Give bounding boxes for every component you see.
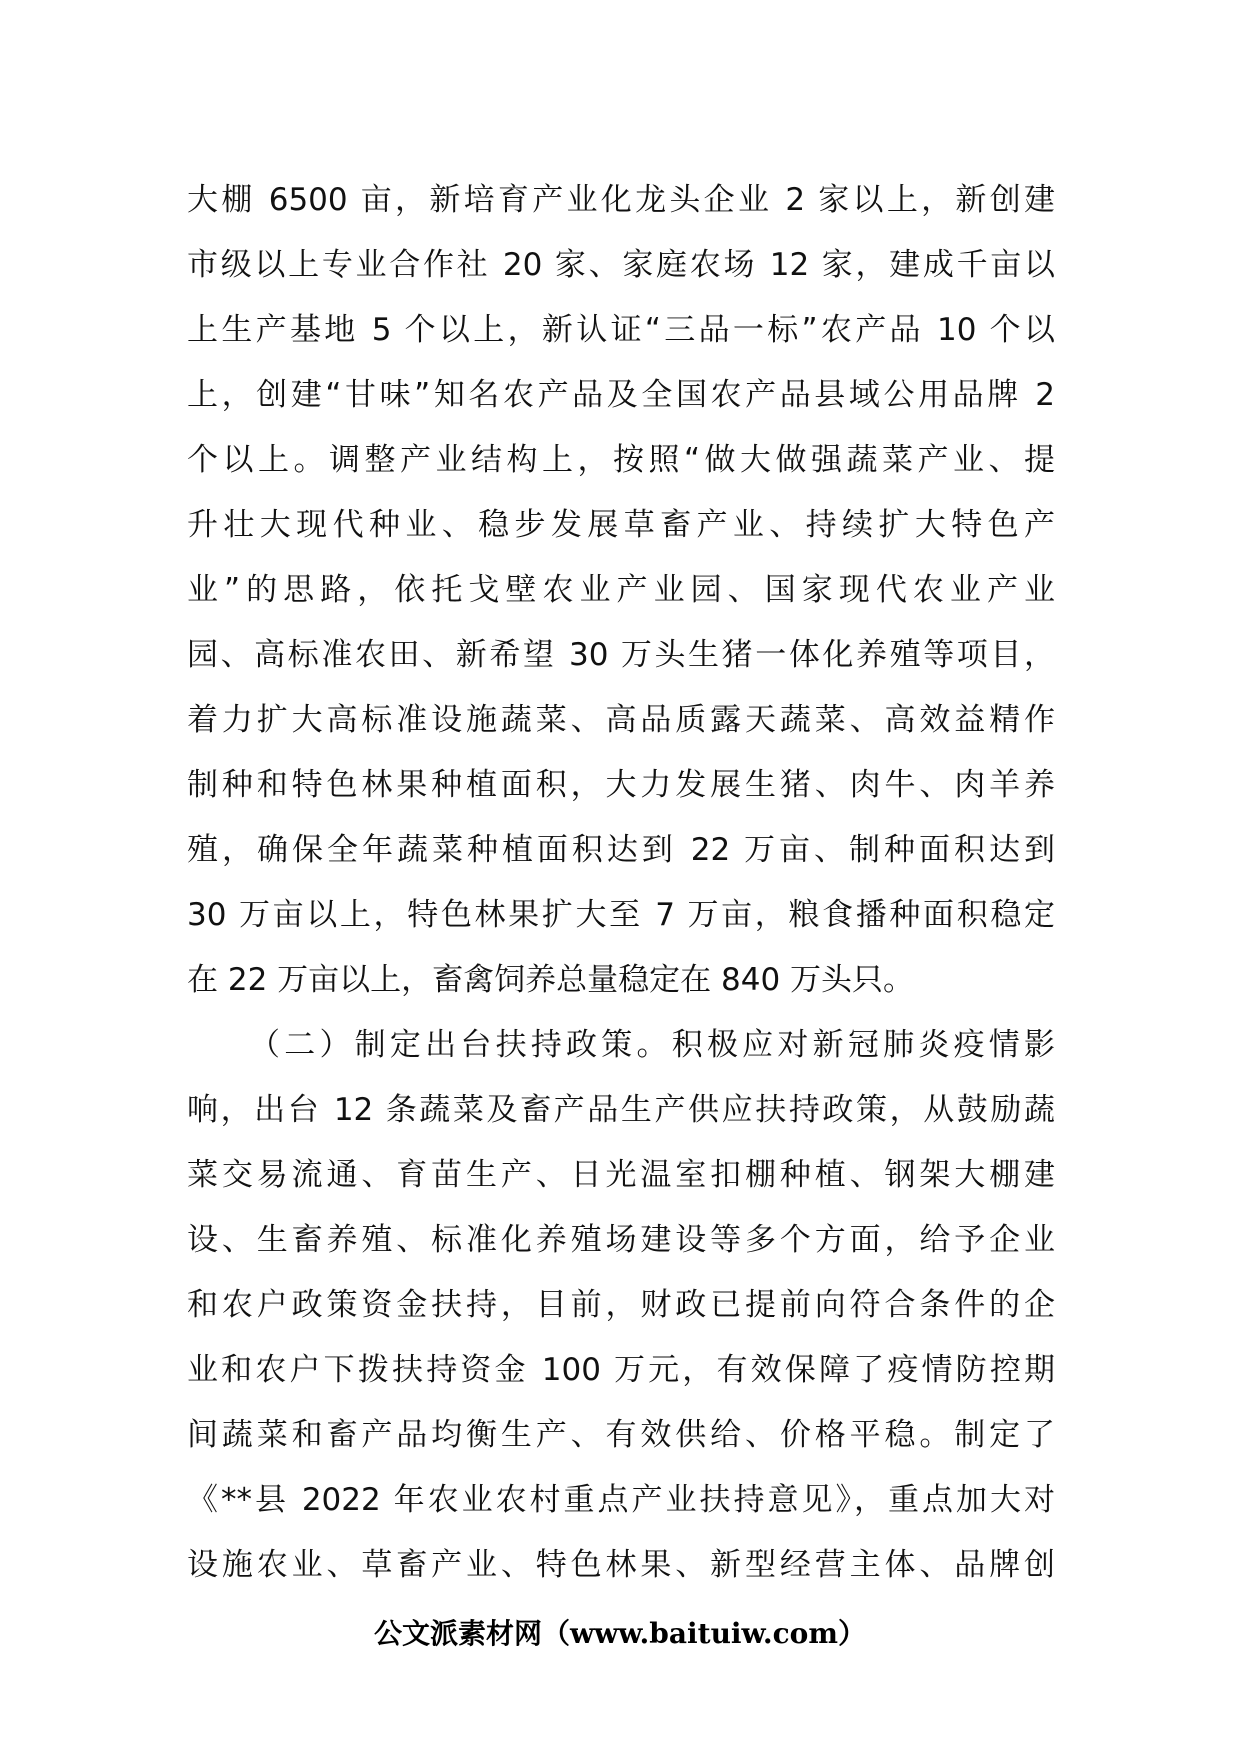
text-line: 个以上。调整产业结构上，按照“做大做强蔬菜产业、提 — [187, 442, 1055, 478]
paragraph-2 — [187, 1013, 1055, 1598]
text-line: 市级以上专业合作社 20 家、家庭农场 12 家，建成千亩以 — [187, 247, 1055, 283]
text-line: 响，出台 12 条蔬菜及畜产品生产供应扶持政策，从鼓励蔬 — [187, 1092, 1055, 1128]
text-line: 和农户政策资金扶持，目前，财政已提前向符合条件的企 — [187, 1287, 1055, 1323]
text-line: 设、生畜养殖、标准化养殖场建设等多个方面，给予企业 — [187, 1222, 1055, 1258]
text-line: 在 22 万亩以上，畜禽饲养总量稳定在 840 万头只。 — [187, 962, 915, 998]
text-line: 园、高标准农田、新希望 30 万头生猪一体化养殖等项目， — [187, 637, 1055, 673]
text-line: （二）制定出台扶持政策。积极应对新冠肺炎疫情影 — [249, 1027, 1055, 1063]
text-line: 菜交易流通、育苗生产、日光温室扣棚种植、钢架大棚建 — [187, 1157, 1055, 1193]
text-line: 30 万亩以上，特色林果扩大至 7 万亩，粮食播种面积稳定 — [187, 897, 1055, 933]
text-line: 殖，确保全年蔬菜种植面积达到 22 万亩、制种面积达到 — [187, 832, 1055, 868]
text-line: 升壮大现代种业、稳步发展草畜产业、持续扩大特色产 — [187, 507, 1055, 543]
text-line: 设施农业、草畜产业、特色林果、新型经营主体、品牌创 — [187, 1547, 1055, 1583]
paragraph-1 — [187, 168, 1055, 1013]
footer-source: 公文派素材网（www.baituiw.com） — [374, 1617, 866, 1650]
text-line: 大棚 6500 亩，新培育产业化龙头企业 2 家以上，新创建 — [187, 182, 1055, 218]
text-line: 业和农户下拨扶持资金 100 万元，有效保障了疫情防控期 — [187, 1352, 1055, 1388]
text-line: 上生产基地 5 个以上，新认证“三品一标”农产品 10 个以 — [187, 312, 1055, 348]
text-line: 制种和特色林果种植面积，大力发展生猪、肉牛、肉羊养 — [187, 767, 1055, 803]
text-line: 间蔬菜和畜产品均衡生产、有效供给、价格平稳。制定了 — [187, 1417, 1055, 1453]
text-line: 着力扩大高标准设施蔬菜、高品质露天蔬菜、高效益精作 — [187, 702, 1055, 738]
text-line: 《**县 2022 年农业农村重点产业扶持意见》，重点加大对 — [187, 1482, 1055, 1518]
document-body — [187, 168, 1055, 1598]
text-line: 业”的思路，依托戈壁农业产业园、国家现代农业产业 — [187, 572, 1055, 608]
text-line: 上，创建“甘味”知名农产品及全国农产品县域公用品牌 2 — [187, 377, 1055, 413]
